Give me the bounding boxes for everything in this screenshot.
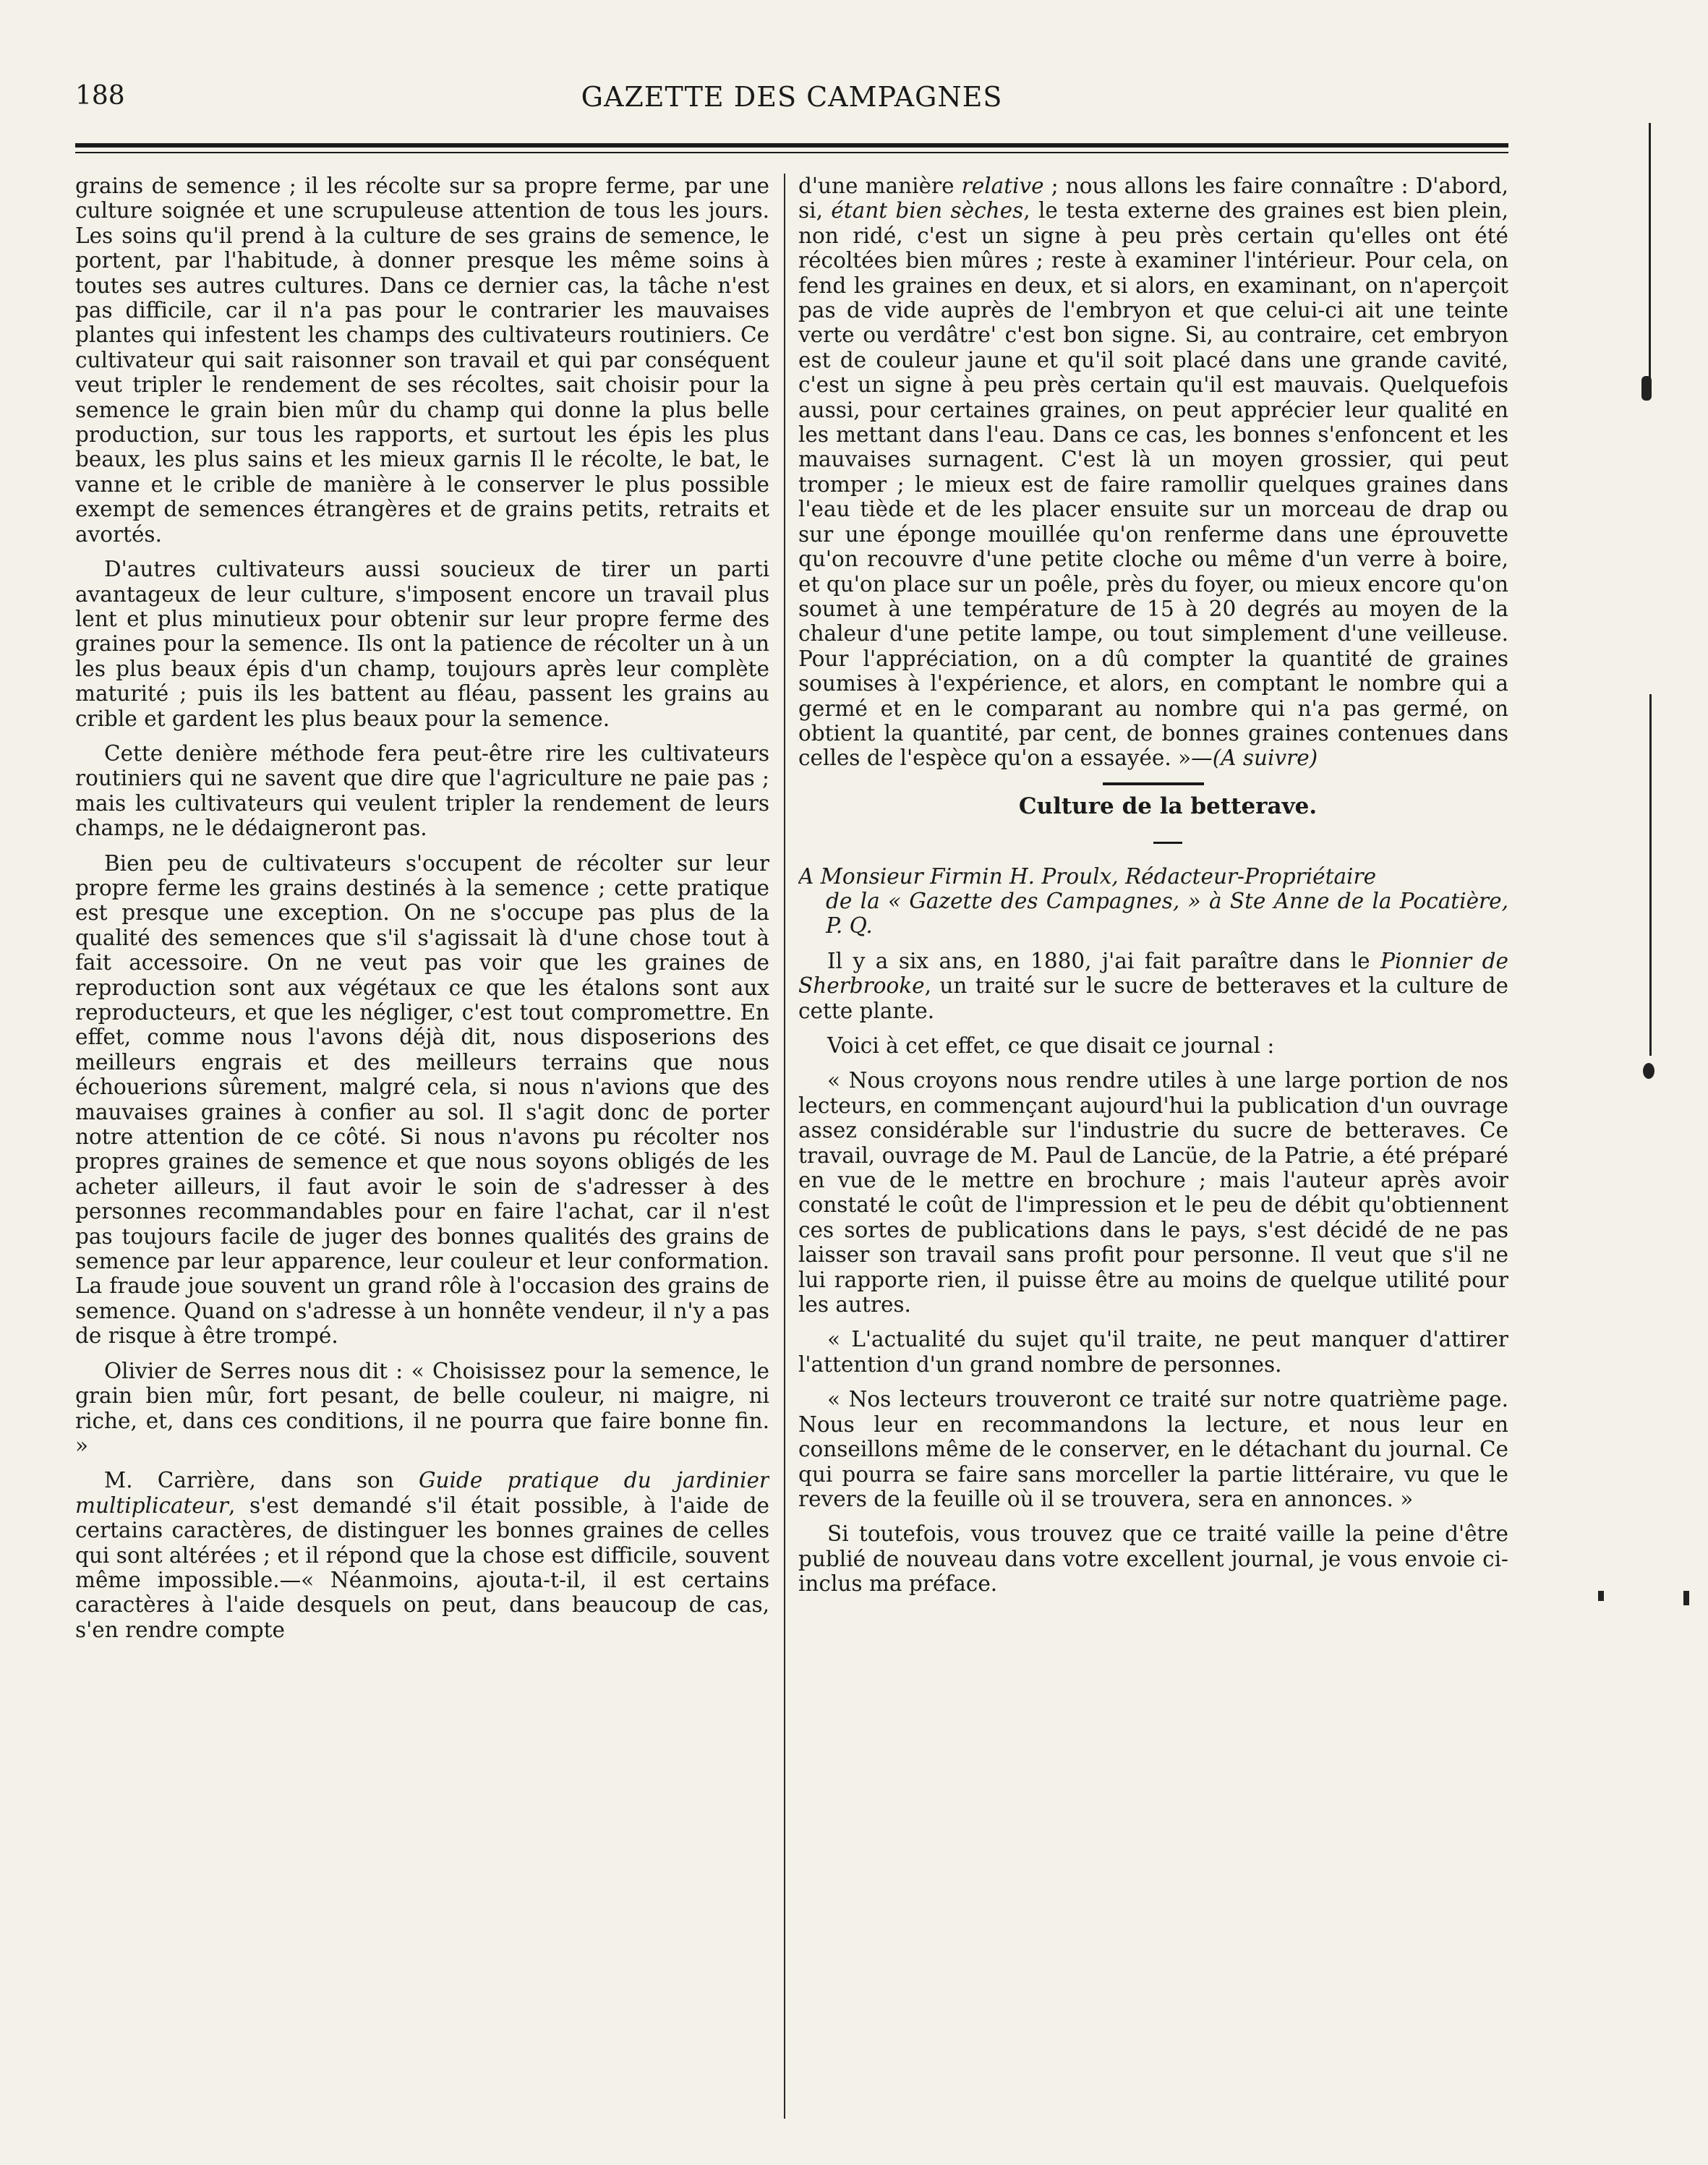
scan-mark	[1641, 376, 1652, 401]
section-title: Culture de la betterave.	[1018, 793, 1318, 819]
scan-mark	[1649, 123, 1651, 398]
paragraph: Cette denière méthode fera peut-être rire les cultivateurs routiniers qui ne savent que dire que l'agriculture ne paie pas ; mais les cultivateurs qui veulent tripler la rendement de leurs champs, ne le dédaigneront pas.	[75, 740, 769, 841]
paragraph: « Nous croyons nous rendre utiles à une large portion de nos lecteurs, en commençant aujourd'hui la publication d'un ouvrage assez considérable sur l'industrie du sucre de betteraves. Ce travail, ouvrage de M. Paul de Lancüe, de la Patrie, a été préparé en vue de le mettre en brochure ; mais l'auteur après avoir constaté le coût de l'impression et le peu de débit qu'obtiennent ces sortes de publications dans le pays, s'est décidé de ne pas laisser son travail sans profit pour personne. Il veut que s'il ne lui rapporte rien, il puisse être au moins de quelque utilité pour les autres.	[798, 1068, 1508, 1318]
text-run: M. Carrière, dans son	[104, 1468, 419, 1493]
newspaper-page	[75, 67, 1508, 2120]
paragraph-carriere	[75, 1468, 769, 1642]
scan-mark	[1649, 694, 1652, 1056]
right-column	[798, 174, 1508, 2119]
article-end-rule	[1103, 782, 1204, 785]
address-line: de la « Gazette des Campagnes, » à Ste Anne de la Pocatière, P. Q.	[826, 888, 1508, 939]
page-number: 188	[75, 81, 125, 111]
paragraph: Bien peu de cultivateurs s'occupent de récolter sur leur propre ferme les grains destinés à la semence ; cette pratique est presque une exception. On ne s'occupe pas plus de la qualité des semences que s'il s'agissait là d'une chose tout à fait accessoire. On ne veut pas voir que les graines de reproduction sont aux végétaux ce que les étalons sont aux reproducteurs, et que les négliger, c'est tout compromettre. En effet, comme nous l'avons déjà dit, nous disposerions des meilleurs engrais et des meilleurs terrains que nous échouerions sûrement, malgré cela, si nous n'avions que des mauvaises graines à confier au sol. Il s'agit donc de porter notre attention de ce côté. Si nous n'avons pu récolter nos propres graines de semence et que nous soyons obligés de les acheter ailleurs, il faut avoir le soin de s'adresser à des personnes recommandables pour en faire l'achat, car il n'est pas toujours facile de juger des bonnes qualités des grains de semence par leur apparence, leur couleur et leur conformation. La fraude joue souvent un grand rôle à l'occasion des grains de semence. Quand on s'adresse à un honnête vendeur, il n'y a pas de risque à être trompé.	[75, 850, 769, 1349]
scan-margin-marks	[1547, 0, 1708, 2165]
paragraph: Olivier de Serres nous dit : « Choisissez pour la semence, le grain bien mûr, fort pesant, de belle couleur, ni maigre, ni riche, et, dans ces conditions, il ne pourra que faire bonne fin. »	[75, 1358, 769, 1458]
scan-mark	[1643, 1063, 1654, 1079]
header-rule-thin	[75, 152, 1508, 153]
column-divider	[784, 174, 785, 2119]
newspaper-name: Pionnier de Sherbrooke	[798, 948, 1508, 999]
paragraph: « L'actualité du sujet qu'il traite, ne peut manquer d'attirer l'attention d'un grand nombre de personnes.	[798, 1327, 1508, 1377]
letter-address	[798, 864, 1508, 939]
paragraph-continued	[798, 174, 1508, 771]
book-title: Guide pratique du jardinier multiplicateur	[75, 1468, 769, 1518]
emphasis: étant bien sèches	[831, 198, 1024, 223]
section-dash	[798, 829, 1508, 853]
text-run: , un traité sur le sucre de betteraves et la culture de cette plante.	[798, 973, 1508, 1023]
emphasis: relative	[961, 174, 1044, 198]
paragraph: D'autres cultivateurs aussi soucieux de tirer un parti avantageux de leur culture, s'imposent encore un travail plus lent et plus minutieux pour obtenir sur leur propre ferme des graines pour la semence. Ils ont la patience de récolter un à un les plus beaux épis d'un champ, toujours après leur complète maturité ; puis ils les battent au fléau, passent les grains au crible et gardent les plus beaux pour la semence.	[75, 557, 769, 731]
page-header	[75, 67, 1508, 117]
paragraph	[798, 949, 1508, 1023]
text-run: , s'est demandé s'il était possible, à l'aide de certains caractères, de distinguer les bonnes graines de celles qui sont altérées ; et il répond que la chose est difficile, souvent même impossible.—« Néanmoins, ajouta-t-il, il est certains caractères à l'aide desquels on peut, dans beaucoup de cas, s'en rendre compte	[75, 1493, 769, 1642]
to-be-continued: (A suivre)	[1212, 746, 1318, 771]
running-title: GAZETTE DES CAMPAGNES	[581, 81, 1003, 113]
paragraph: grains de semence ; il les récolte sur sa propre ferme, par une culture soignée et une scrupuleuse attention de tous les jours. Les soins qu'il prend à la culture de ses grains de semence, le portent, par l'habitude, à donner presque les même soins à toutes ses autres cultures. Dans ce dernier cas, la tâche n'est pas difficile, car il n'a pas pour le contrarier les mauvaises plantes qui infestent les champs des cultivateurs routiniers. Ce cultivateur qui sait raisonner son travail et qui par conséquent veut tripler le rendement de ses récoltes, sait choisir pour la semence le grain bien mûr du champ qui donne la plus belle production, sur tous les rapports, et surtout les épis les plus beaux, les plus sains et les mieux garnis Il le récolte, le bat, le vanne et le crible de manière à le conserver le plus possible exempt de semences étrangères et de grains petits, retraits et avortés.	[75, 174, 769, 547]
paragraph: Si toutefois, vous trouvez que ce traité vaille la peine d'être publié de nouveau dans votre excellent journal, je vous envoie ci-inclus ma préface.	[798, 1521, 1508, 1597]
scan-mark	[1683, 1591, 1689, 1605]
text-run: Il y a six ans, en 1880, j'ai fait paraître dans le	[827, 948, 1381, 973]
header-rule-thick	[75, 143, 1508, 148]
text-run: d'une manière	[798, 174, 962, 198]
text-run: ; nous allons les faire connaître : D'abord, si,	[798, 174, 1508, 223]
text-run: , le testa externe des graines est bien plein, non ridé, c'est un signe à peu près certain qu'elles ont été récoltées bien mûres ; reste à examiner l'intérieur. Pour cela, on fend les graines en deux, et si alors, en examinant, on n'aperçoit pas de vide auprès de l'embryon et que celui-ci ait une teinte verte ou verdâtre' c'est bon signe. Si, au contraire, cet embryon est de couleur jaune et qu'il soit placé dans une grande cavité, c'est un signe à peu près certain qu'il est mauvais. Quelquefois aussi, pour certaines graines, on peut apprécier leur qualité en les mettant dans l'eau. Dans ce cas, les bonnes s'enfoncent et les mauvaises surnagent. C'est là un moyen grossier, qui peut tromper ; le mieux est de faire ramollir quelques graines dans l'eau tiède et de les placer ensuite sur un morceau de drap ou sur une éponge mouillée qu'on renferme dans une éprouvette qu'on recouvre d'une petite cloche ou même d'un verre à boire, et qu'on place sur un poêle, près du foyer, ou mieux encore qu'on soumet à une température de 15 à 20 degrés au moyen de la chaleur d'une petite lampe, ou tout simplement d'une veilleuse. Pour l'appréciation, on a dû compter la quantité de graines soumises à l'expérience, et alors, en comptant le nombre qui a germé et en le comparant au nombre qui n'a pas germé, on obtient la quantité, par cent, de bonnes graines contenues dans celles de l'espèce qu'on a essayée. »—	[798, 198, 1508, 771]
paragraph: Voici à cet effet, ce que disait ce journal :	[827, 1033, 1275, 1058]
left-column	[75, 174, 769, 2119]
paragraph: « Nos lecteurs trouveront ce traité sur notre quatrième page. Nous leur en recommandons la lecture, et nous leur en conseillons même de le conserver, en le détachant du journal. Ce qui pourra se faire sans morceller la partie littéraire, vu que le revers de la feuille où il se trouvera, sera en annonces. »	[798, 1387, 1508, 1511]
address-line: A Monsieur Firmin H. Proulx, Rédacteur-Propriétaire	[798, 863, 1377, 889]
scan-mark	[1598, 1591, 1604, 1601]
